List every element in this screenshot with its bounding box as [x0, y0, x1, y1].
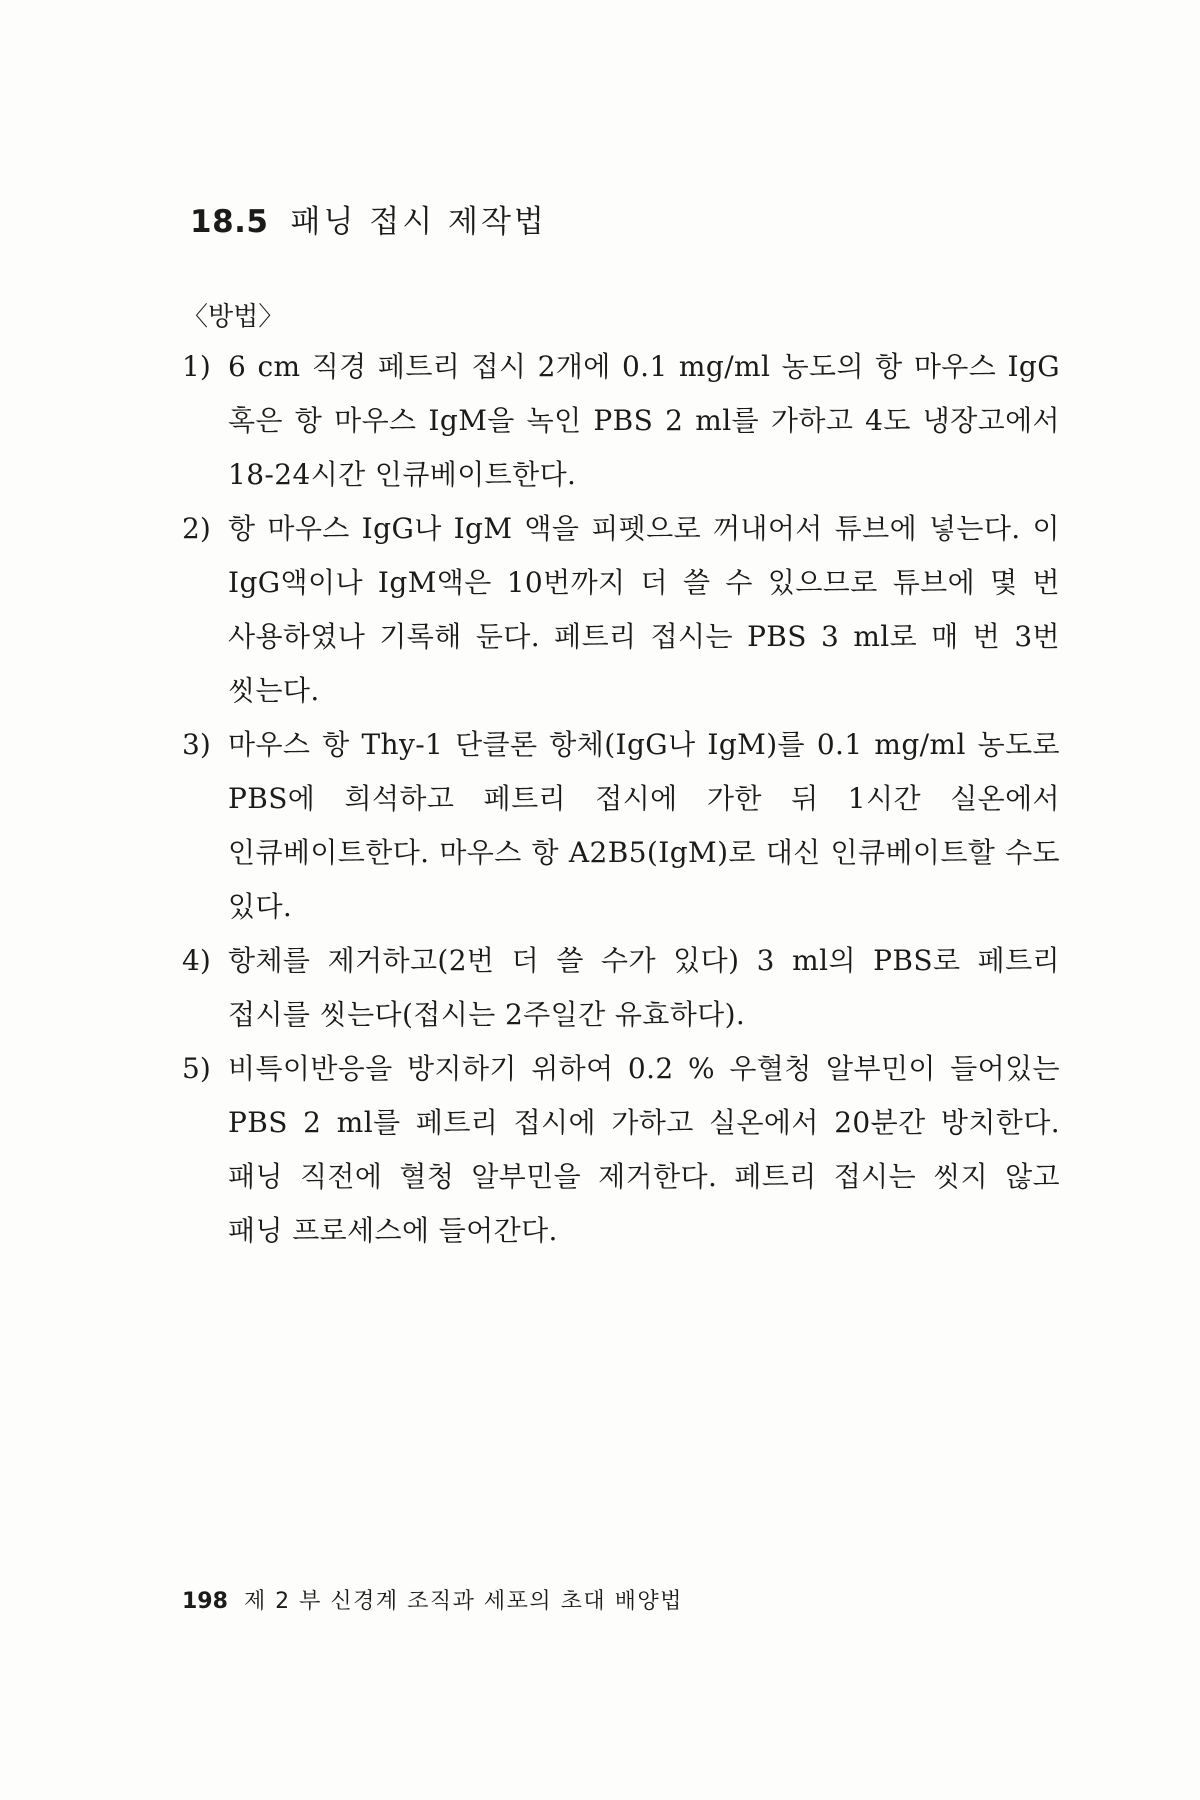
step-text: 마우스 항 Thy-1 단클론 항체(IgG나 IgM)를 0.1 mg/ml 농도로 PBS에 희석하고 페트리 접시에 가한 뒤 1시간 실온에서 인큐베이트한다. 마우스 항 A2B5(IgM)로 대신 인큐베이트할 수도 있다.	[228, 728, 1060, 923]
step-text: 항 마우스 IgG나 IgM 액을 피펫으로 꺼내어서 튜브에 넣는다. 이 IgG액이나 IgM액은 10번까지 더 쓸 수 있으므로 튜브에 몇 번 사용하였나 기록해 둔다. 페트리 접시는 PBS 3 ml로 매 번 3번 씻는다.	[228, 512, 1060, 707]
page-footer	[182, 1584, 683, 1615]
page-number: 198	[182, 1589, 228, 1614]
step-text: 6 cm 직경 페트리 접시 2개에 0.1 mg/ml 농도의 항 마우스 IgG 혹은 항 마우스 IgM을 녹인 PBS 2 ml를 가하고 4도 냉장고에서 18-24시간 인큐베이트한다.	[228, 350, 1060, 491]
step-number: 1)	[182, 350, 211, 383]
step-number: 4)	[182, 944, 211, 977]
step-number: 3)	[182, 728, 211, 761]
step-number: 5)	[182, 1052, 211, 1085]
method-label: 〈방법〉	[182, 302, 285, 332]
step-1	[182, 340, 1060, 502]
section-title: 패닝 접시 제작법	[290, 204, 547, 240]
step-5	[182, 1042, 1060, 1258]
section-number: 18.5	[190, 204, 269, 240]
step-2	[182, 502, 1060, 718]
section-heading	[190, 196, 547, 241]
step-4	[182, 934, 1060, 1042]
step-text: 항체를 제거하고(2번 더 쓸 수가 있다) 3 ml의 PBS로 페트리 접시를 씻는다(접시는 2주일간 유효하다).	[228, 944, 1060, 1031]
procedure-steps	[182, 340, 1060, 1258]
step-text: 비특이반응을 방지하기 위하여 0.2 % 우혈청 알부민이 들어있는 PBS 2 ml를 페트리 접시에 가하고 실온에서 20분간 방치한다. 패닝 직전에 혈청 알부민을 제거한다. 페트리 접시는 씻지 않고 패닝 프로세스에 들어간다.	[228, 1052, 1060, 1247]
step-number: 2)	[182, 512, 211, 545]
step-3	[182, 718, 1060, 934]
running-title: 제 2 부 신경계 조직과 세포의 초대 배양법	[243, 1589, 683, 1614]
